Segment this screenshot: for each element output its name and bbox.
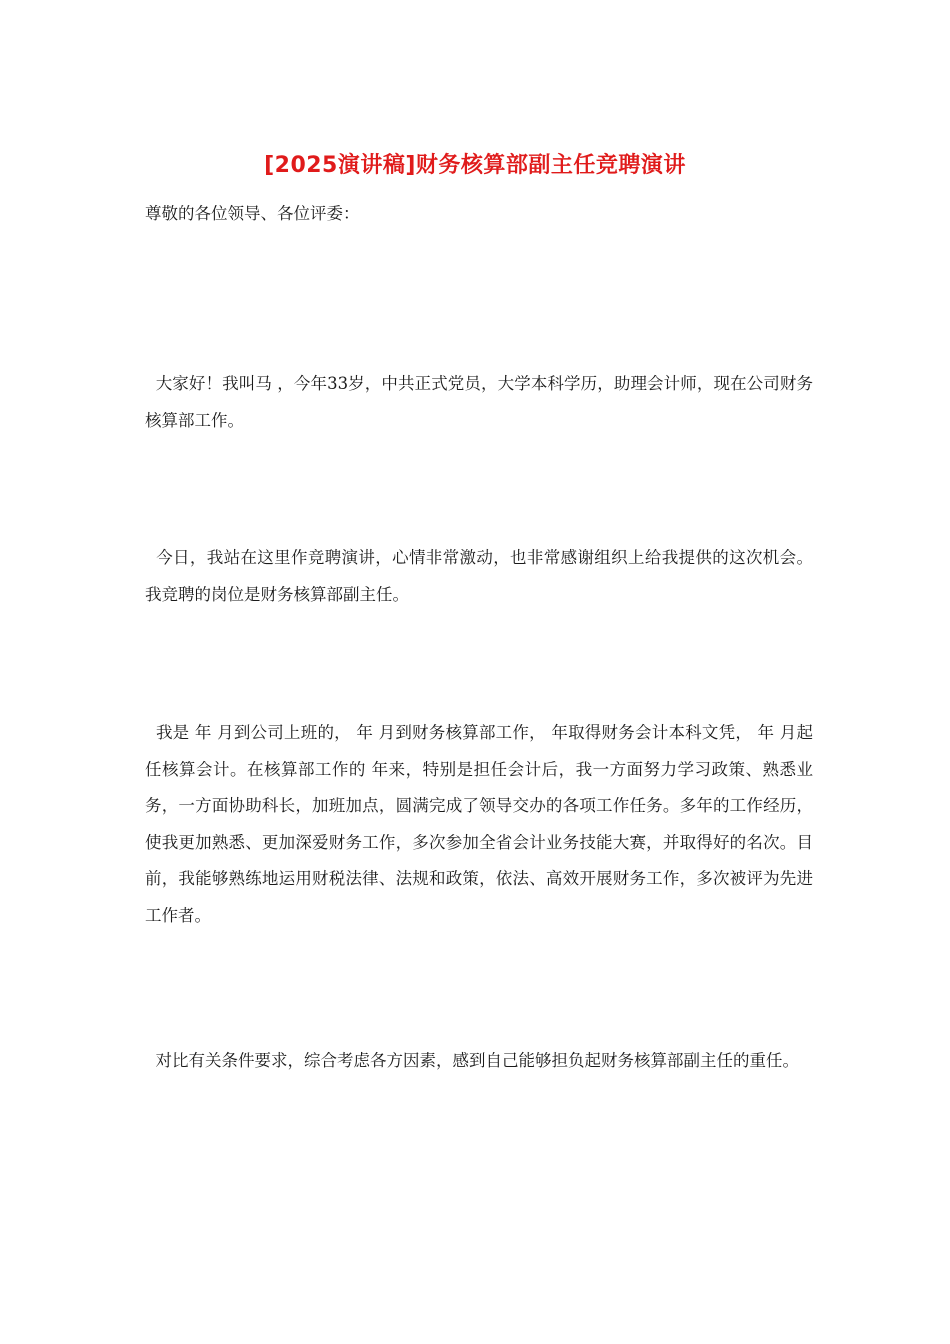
paragraph-purpose: 今日，我站在这里作竞聘演讲，心情非常激动，也非常感谢组织上给我提供的这次机会。我竞聘的岗位是财务核算部副主任。 — [145, 548, 814, 604]
greeting-line: 尊敬的各位领导、各位评委： — [145, 204, 360, 223]
paragraph-qualification: 对比有关条件要求，综合考虑各方因素，感到自己能够担负起财务核算部副主任的重任。 — [145, 1051, 799, 1070]
paragraph-introduction: 大家好！我叫马 ，今年33岁，中共正式党员，大学本科学历，助理会计师，现在公司财务核算部工作。 — [145, 374, 813, 430]
paragraph-experience: 我是 年 月到公司上班的， 年 月到财务核算部工作， 年取得财务会计本科文凭， 年 月起任核算会计。在核算部工作的 年来，特别是担任会计后，我一方面努力学习政策、熟悉业务，一方面协助科长，加班加点，圆满完成了领导交办的各项工作任务。多年的工作经历，使我更加熟悉、更加深爱财务工作，多次参加全省会计业务技能大赛，并取得好的名次。目前，我能够熟练地运用财税法律、法规和政策，依法、高效开展财务工作，多次被评为先进工作者。 — [145, 723, 813, 925]
document-title: [2025演讲稿]财务核算部副主任竞聘演讲 — [264, 153, 686, 178]
